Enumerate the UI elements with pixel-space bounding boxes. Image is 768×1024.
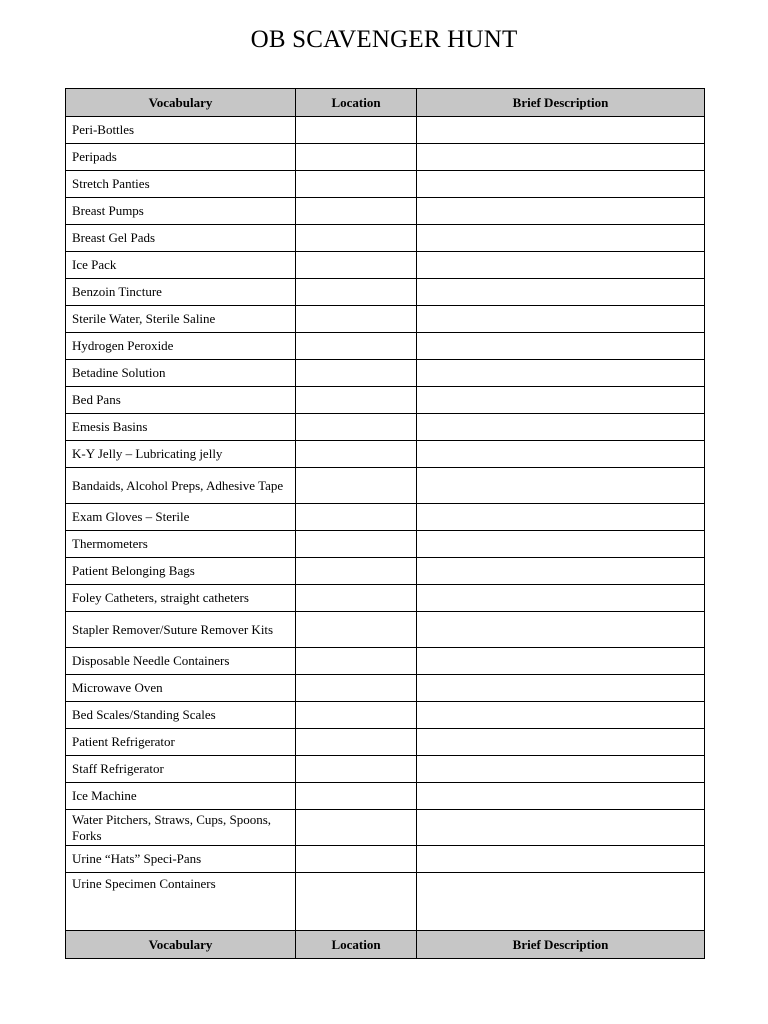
location-cell[interactable] xyxy=(296,846,417,873)
location-cell[interactable] xyxy=(296,612,417,648)
table-row xyxy=(66,531,705,558)
brief-description-cell[interactable] xyxy=(417,171,705,198)
location-cell[interactable] xyxy=(296,468,417,504)
location-cell[interactable] xyxy=(296,756,417,783)
brief-description-cell[interactable] xyxy=(417,612,705,648)
location-cell[interactable] xyxy=(296,414,417,441)
location-cell[interactable] xyxy=(296,675,417,702)
footer-header-location: Location xyxy=(296,931,417,959)
table-row xyxy=(66,873,705,931)
brief-description-cell[interactable] xyxy=(417,675,705,702)
table-row xyxy=(66,756,705,783)
vocabulary-cell: Exam Gloves – Sterile xyxy=(66,504,296,531)
location-cell[interactable] xyxy=(296,441,417,468)
vocabulary-cell: Water Pitchers, Straws, Cups, Spoons, Forks xyxy=(66,810,296,846)
brief-description-cell[interactable] xyxy=(417,756,705,783)
table-row xyxy=(66,306,705,333)
table-row xyxy=(66,117,705,144)
vocabulary-cell: Stretch Panties xyxy=(66,171,296,198)
location-cell[interactable] xyxy=(296,585,417,612)
table-row xyxy=(66,648,705,675)
vocabulary-cell: K-Y Jelly – Lubricating jelly xyxy=(66,441,296,468)
header-brief-description: Brief Description xyxy=(417,89,705,117)
vocabulary-cell: Emesis Basins xyxy=(66,414,296,441)
brief-description-cell[interactable] xyxy=(417,144,705,171)
brief-description-cell[interactable] xyxy=(417,279,705,306)
location-cell[interactable] xyxy=(296,873,417,931)
brief-description-cell[interactable] xyxy=(417,333,705,360)
brief-description-cell[interactable] xyxy=(417,846,705,873)
vocabulary-cell: Patient Refrigerator xyxy=(66,729,296,756)
brief-description-cell[interactable] xyxy=(417,441,705,468)
table-row xyxy=(66,612,705,648)
brief-description-cell[interactable] xyxy=(417,198,705,225)
table-row xyxy=(66,171,705,198)
location-cell[interactable] xyxy=(296,225,417,252)
vocabulary-cell: Bed Pans xyxy=(66,387,296,414)
table-row xyxy=(66,279,705,306)
table-row xyxy=(66,225,705,252)
location-cell[interactable] xyxy=(296,387,417,414)
brief-description-cell[interactable] xyxy=(417,414,705,441)
table-row xyxy=(66,387,705,414)
brief-description-cell[interactable] xyxy=(417,783,705,810)
table-row xyxy=(66,810,705,846)
location-cell[interactable] xyxy=(296,558,417,585)
location-cell[interactable] xyxy=(296,504,417,531)
brief-description-cell[interactable] xyxy=(417,648,705,675)
vocabulary-cell: Breast Gel Pads xyxy=(66,225,296,252)
table-row xyxy=(66,198,705,225)
brief-description-cell[interactable] xyxy=(417,117,705,144)
vocabulary-cell: Thermometers xyxy=(66,531,296,558)
vocabulary-cell: Bandaids, Alcohol Preps, Adhesive Tape xyxy=(66,468,296,504)
brief-description-cell[interactable] xyxy=(417,702,705,729)
brief-description-cell[interactable] xyxy=(417,873,705,931)
brief-description-cell[interactable] xyxy=(417,558,705,585)
vocabulary-cell: Stapler Remover/Suture Remover Kits xyxy=(66,612,296,648)
table-row xyxy=(66,333,705,360)
table-row xyxy=(66,783,705,810)
brief-description-cell[interactable] xyxy=(417,468,705,504)
vocabulary-cell: Patient Belonging Bags xyxy=(66,558,296,585)
location-cell[interactable] xyxy=(296,729,417,756)
vocabulary-cell: Urine Specimen Containers xyxy=(66,873,296,931)
footer-header-brief-description: Brief Description xyxy=(417,931,705,959)
location-cell[interactable] xyxy=(296,531,417,558)
location-cell[interactable] xyxy=(296,198,417,225)
table-row xyxy=(66,585,705,612)
table-row xyxy=(66,729,705,756)
table-row xyxy=(66,558,705,585)
brief-description-cell[interactable] xyxy=(417,252,705,279)
location-cell[interactable] xyxy=(296,144,417,171)
brief-description-cell[interactable] xyxy=(417,810,705,846)
location-cell[interactable] xyxy=(296,306,417,333)
brief-description-cell[interactable] xyxy=(417,387,705,414)
vocabulary-cell: Hydrogen Peroxide xyxy=(66,333,296,360)
vocabulary-cell: Breast Pumps xyxy=(66,198,296,225)
location-cell[interactable] xyxy=(296,117,417,144)
vocabulary-cell: Peri-Bottles xyxy=(66,117,296,144)
vocabulary-cell: Staff Refrigerator xyxy=(66,756,296,783)
brief-description-cell[interactable] xyxy=(417,504,705,531)
table-row xyxy=(66,702,705,729)
table-row xyxy=(66,360,705,387)
vocabulary-cell: Sterile Water, Sterile Saline xyxy=(66,306,296,333)
vocabulary-cell: Microwave Oven xyxy=(66,675,296,702)
location-cell[interactable] xyxy=(296,252,417,279)
location-cell[interactable] xyxy=(296,171,417,198)
table-row xyxy=(66,144,705,171)
location-cell[interactable] xyxy=(296,810,417,846)
table-row xyxy=(66,252,705,279)
brief-description-cell[interactable] xyxy=(417,306,705,333)
header-location: Location xyxy=(296,89,417,117)
location-cell[interactable] xyxy=(296,648,417,675)
header-vocabulary: Vocabulary xyxy=(66,89,296,117)
vocabulary-cell: Urine “Hats” Speci-Pans xyxy=(66,846,296,873)
vocabulary-cell: Benzoin Tincture xyxy=(66,279,296,306)
location-cell[interactable] xyxy=(296,360,417,387)
header-row xyxy=(66,89,705,117)
vocabulary-cell: Ice Pack xyxy=(66,252,296,279)
table-row xyxy=(66,414,705,441)
vocabulary-cell: Foley Catheters, straight catheters xyxy=(66,585,296,612)
brief-description-cell[interactable] xyxy=(417,225,705,252)
vocabulary-cell: Betadine Solution xyxy=(66,360,296,387)
vocabulary-cell: Disposable Needle Containers xyxy=(66,648,296,675)
table-row xyxy=(66,846,705,873)
vocabulary-cell: Ice Machine xyxy=(66,783,296,810)
brief-description-cell[interactable] xyxy=(417,360,705,387)
brief-description-cell[interactable] xyxy=(417,585,705,612)
location-cell[interactable] xyxy=(296,702,417,729)
table-row xyxy=(66,504,705,531)
vocabulary-cell: Bed Scales/Standing Scales xyxy=(66,702,296,729)
footer-header-row xyxy=(66,931,705,959)
location-cell[interactable] xyxy=(296,783,417,810)
table-row xyxy=(66,468,705,504)
table-row xyxy=(66,441,705,468)
brief-description-cell[interactable] xyxy=(417,531,705,558)
table-row xyxy=(66,675,705,702)
vocabulary-cell: Peripads xyxy=(66,144,296,171)
page-title: OB SCAVENGER HUNT xyxy=(250,26,518,53)
scavenger-hunt-table xyxy=(65,88,705,959)
brief-description-cell[interactable] xyxy=(417,729,705,756)
footer-header-vocabulary: Vocabulary xyxy=(66,931,296,959)
location-cell[interactable] xyxy=(296,333,417,360)
location-cell[interactable] xyxy=(296,279,417,306)
